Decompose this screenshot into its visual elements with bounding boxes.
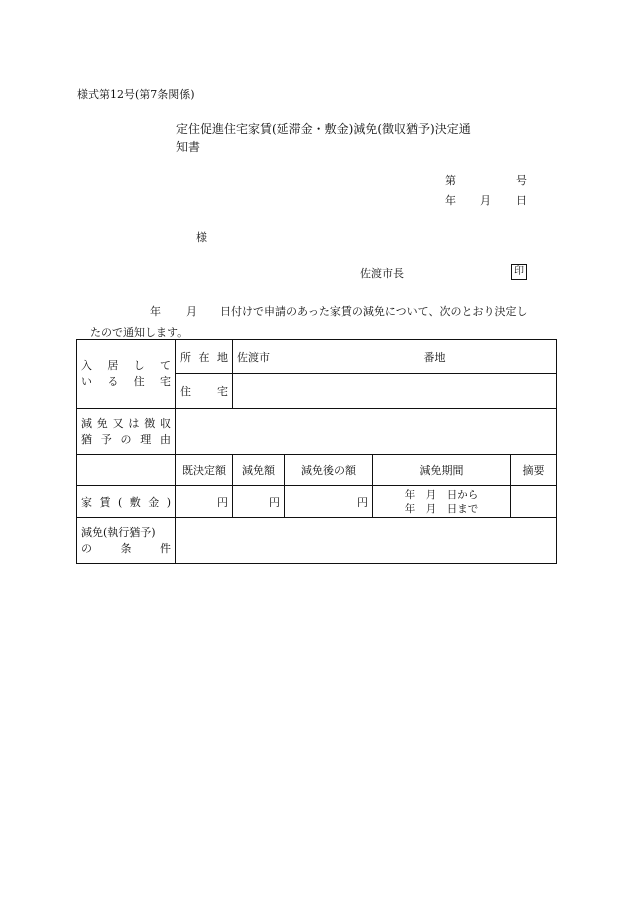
after-amount-cell: 円: [285, 486, 373, 518]
existing-amount-cell: 円: [176, 486, 233, 518]
period-cell: [373, 486, 511, 518]
col-existing-header: 既決定額: [176, 455, 233, 486]
document-title: 定住促進住宅家賃(延滞金・敷金)減免(徴収猶予)決定通知書: [176, 122, 471, 154]
location-city: 佐渡市: [237, 350, 270, 364]
location-label: 所在地: [176, 340, 233, 374]
decision-table: [76, 339, 557, 564]
reason-value: [176, 409, 557, 455]
date-month-label: 月: [480, 194, 491, 207]
period-to: 年 月 日まで: [404, 502, 479, 515]
body-year-label: 年: [150, 305, 161, 318]
location-banchi: 番地: [423, 350, 446, 364]
reason-label-line-2: 猶予の理由: [81, 432, 171, 446]
col-reduction-header: 減免額: [233, 455, 285, 486]
addressee-honorific: 様: [196, 231, 207, 244]
conditions-label-line-2: の 条 件: [81, 541, 171, 555]
date-day-label: 日: [516, 194, 527, 207]
seal-mark: 印: [511, 264, 527, 280]
house-label: 住宅: [176, 374, 233, 409]
form-number: 様式第12号(第7条関係): [77, 88, 195, 101]
body-text-1: 日付けで申請のあった家賃の減免について、次のとおり決定し: [220, 305, 528, 318]
location-value: [233, 340, 557, 374]
conditions-label-line-1: 減免(執行猶予): [81, 525, 156, 539]
reason-label-line-1: 減免又は徴収: [81, 416, 171, 430]
period-from: 年 月 日から: [404, 488, 479, 501]
reduction-amount-cell: 円: [233, 486, 285, 518]
body-line-2: たので通知します。: [90, 326, 189, 339]
col-period-header: 減免期間: [373, 455, 511, 486]
reason-label: [77, 409, 176, 455]
header-blank-cell: [77, 455, 176, 486]
house-value: [233, 374, 557, 409]
residence-label-line-1: 入居して: [81, 359, 171, 372]
body-month-label: 月: [186, 305, 197, 318]
col-remarks-header: 摘要: [511, 455, 557, 486]
col-after-header: 減免後の額: [285, 455, 373, 486]
remarks-cell: [511, 486, 557, 518]
sender-title: 佐渡市長: [360, 267, 404, 280]
rent-label: 家賃(敷金): [77, 486, 176, 518]
conditions-label: [77, 518, 176, 564]
document-number-prefix: 第: [445, 174, 456, 187]
date-year-label: 年: [445, 194, 456, 207]
residence-label: [77, 340, 176, 409]
conditions-value: [176, 518, 557, 564]
residence-label-line-2: いる住宅: [81, 375, 171, 388]
document-number-suffix: 号: [516, 174, 527, 187]
